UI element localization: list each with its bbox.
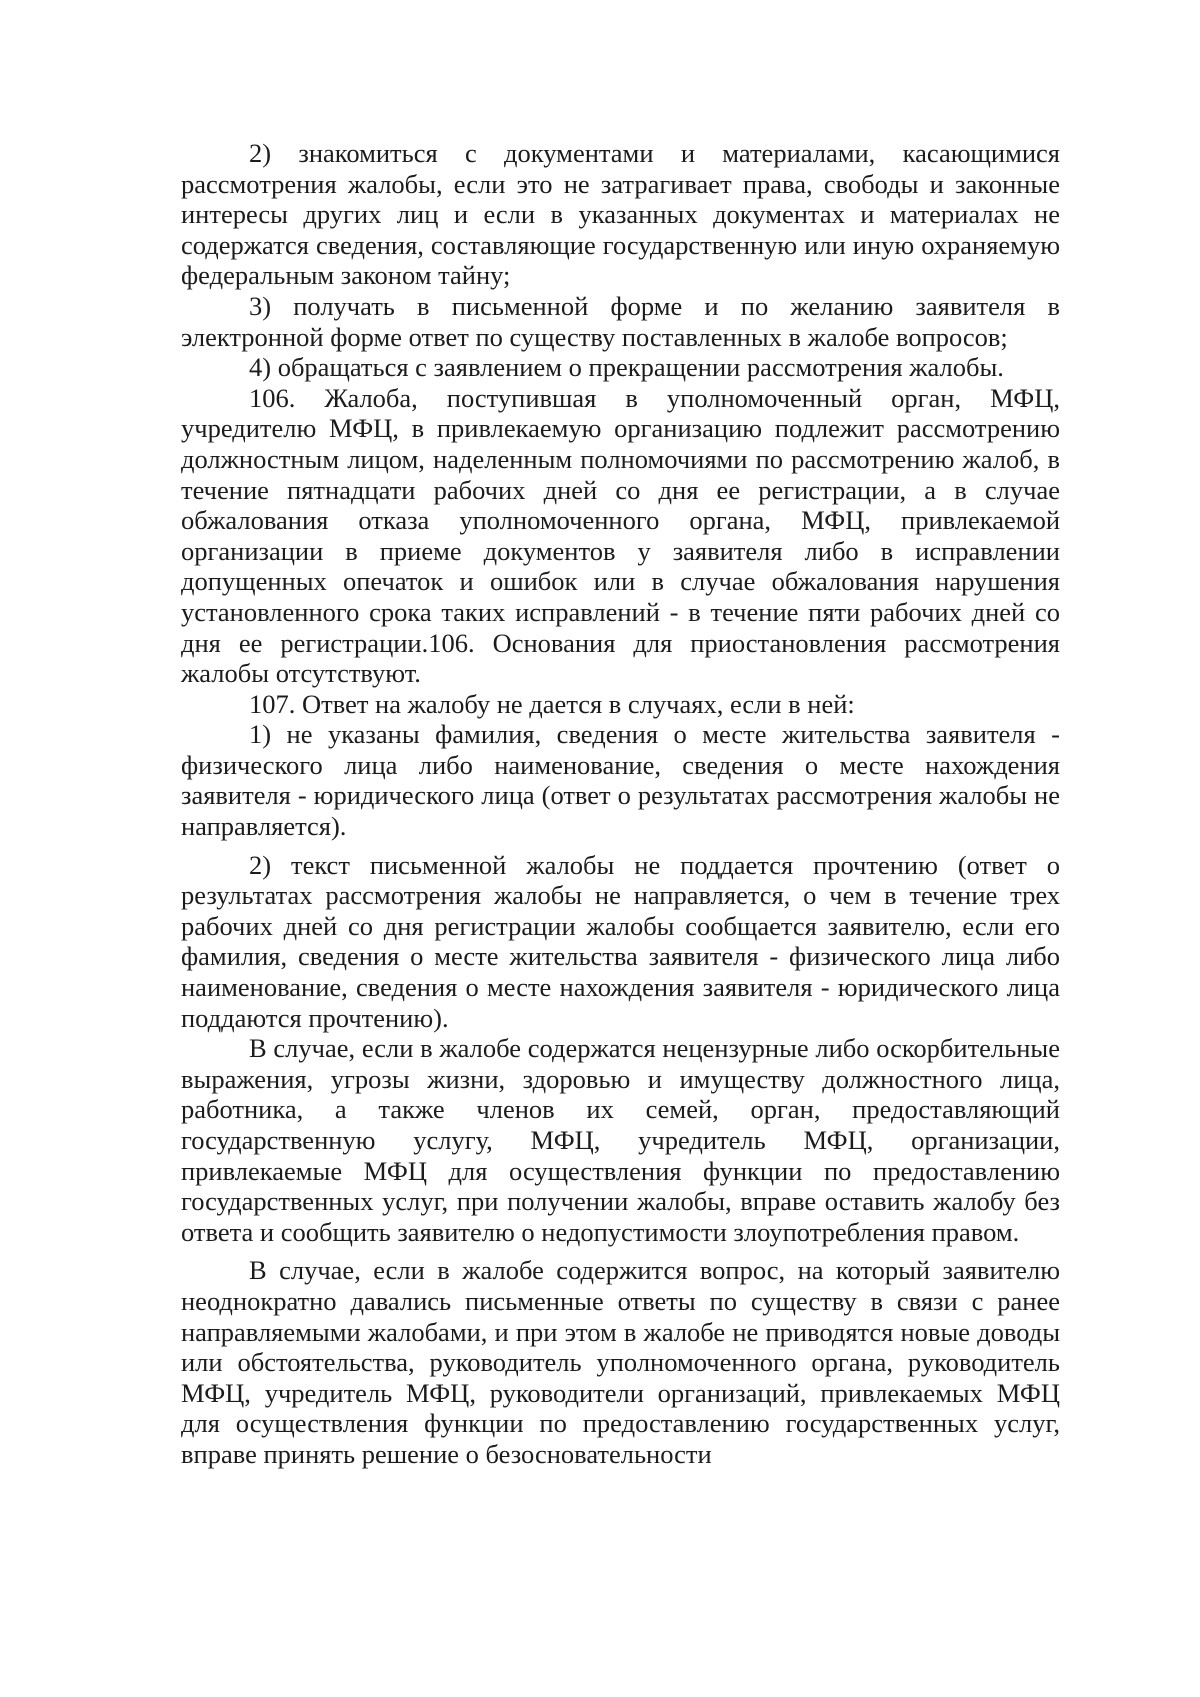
document-body [181, 138, 1060, 1470]
paragraph-107-item-1: 1) не указаны фамилия, сведения о месте жительства заявителя - физического лица либо наименование, сведения о месте нахождения заявителя - юридического лица (ответ о результатах рассмотрения жалобы не направляется). [181, 719, 1060, 842]
paragraph-right-3: 3) получать в письменной форме и по желанию заявителя в электронной форме ответ по существу поставленных в жалобе вопросов; [181, 290, 1060, 352]
paragraph-106: 106. Жалоба, поступившая в уполномоченный орган, МФЦ, учредителю МФЦ, в привлекаемую организацию подлежит рассмотрению должностным лицом, наделенным полномочиями по рассмотрению жалоб, в течение пятнадцати рабочих дней со дня ее регистрации, а в случае обжалования отказа уполномоченного органа, МФЦ, привлекаемой организации в приеме документов у заявителя либо в исправлении допущенных опечаток и ошибок или в случае обжалования нарушения установленного срока таких исправлений - в течение пяти рабочих дней со дня ее регистрации.106. Основания для приостановления рассмотрения жалобы отсутствуют. [181, 382, 1060, 689]
paragraph-right-4: 4) обращаться с заявлением о прекращении рассмотрения жалобы. [249, 352, 1004, 383]
paragraph-right-2: 2) знакомиться с документами и материалами, касающимися рассмотрения жалобы, если это не затрагивает права, свободы и законные интересы других лиц и если в указанных документах и материалах не содержатся сведения, составляющие государственную или иную охраняемую федеральным законом тайну; [181, 138, 1060, 291]
paragraph-repeated-questions: В случае, если в жалобе содержится вопрос, на который заявителю неоднократно давались письменные ответы по существу в связи с ранее направляемыми жалобами, и при этом в жалобе не приводятся новые доводы или обстоятельства, руководитель уполномоченного органа, руководитель МФЦ, учредитель МФЦ, руководители организаций, привлекаемых МФЦ для осуществления функции по предоставлению государственных услуг, вправе принять решение о безосновательности [181, 1255, 1060, 1469]
paragraph-107: 107. Ответ на жалобу не дается в случаях, если в ней: [249, 688, 855, 719]
paragraph-obscene-content: В случае, если в жалобе содержатся нецензурные либо оскорбительные выражения, угрозы жизни, здоровью и имуществу должностного лица, работника, а также членов их семей, орган, предоставляющий государственную услугу, МФЦ, учредитель МФЦ, организации, привлекаемые МФЦ для осуществления функции по предоставлению государственных услуг, при получении жалобы, вправе оставить жалобу без ответа и сообщить заявителю о недопустимости злоупотребления правом. [181, 1033, 1060, 1247]
paragraph-107-item-2: 2) текст письменной жалобы не поддается прочтению (ответ о результатах рассмотрения жалобы не направляется, о чем в течение трех рабочих дней со дня регистрации жалобы сообщается заявителю, если его фамилия, сведения о месте жительства заявителя - физического лица либо наименование, сведения о месте нахождения заявителя - юридического лица поддаются прочтению). [181, 849, 1060, 1033]
